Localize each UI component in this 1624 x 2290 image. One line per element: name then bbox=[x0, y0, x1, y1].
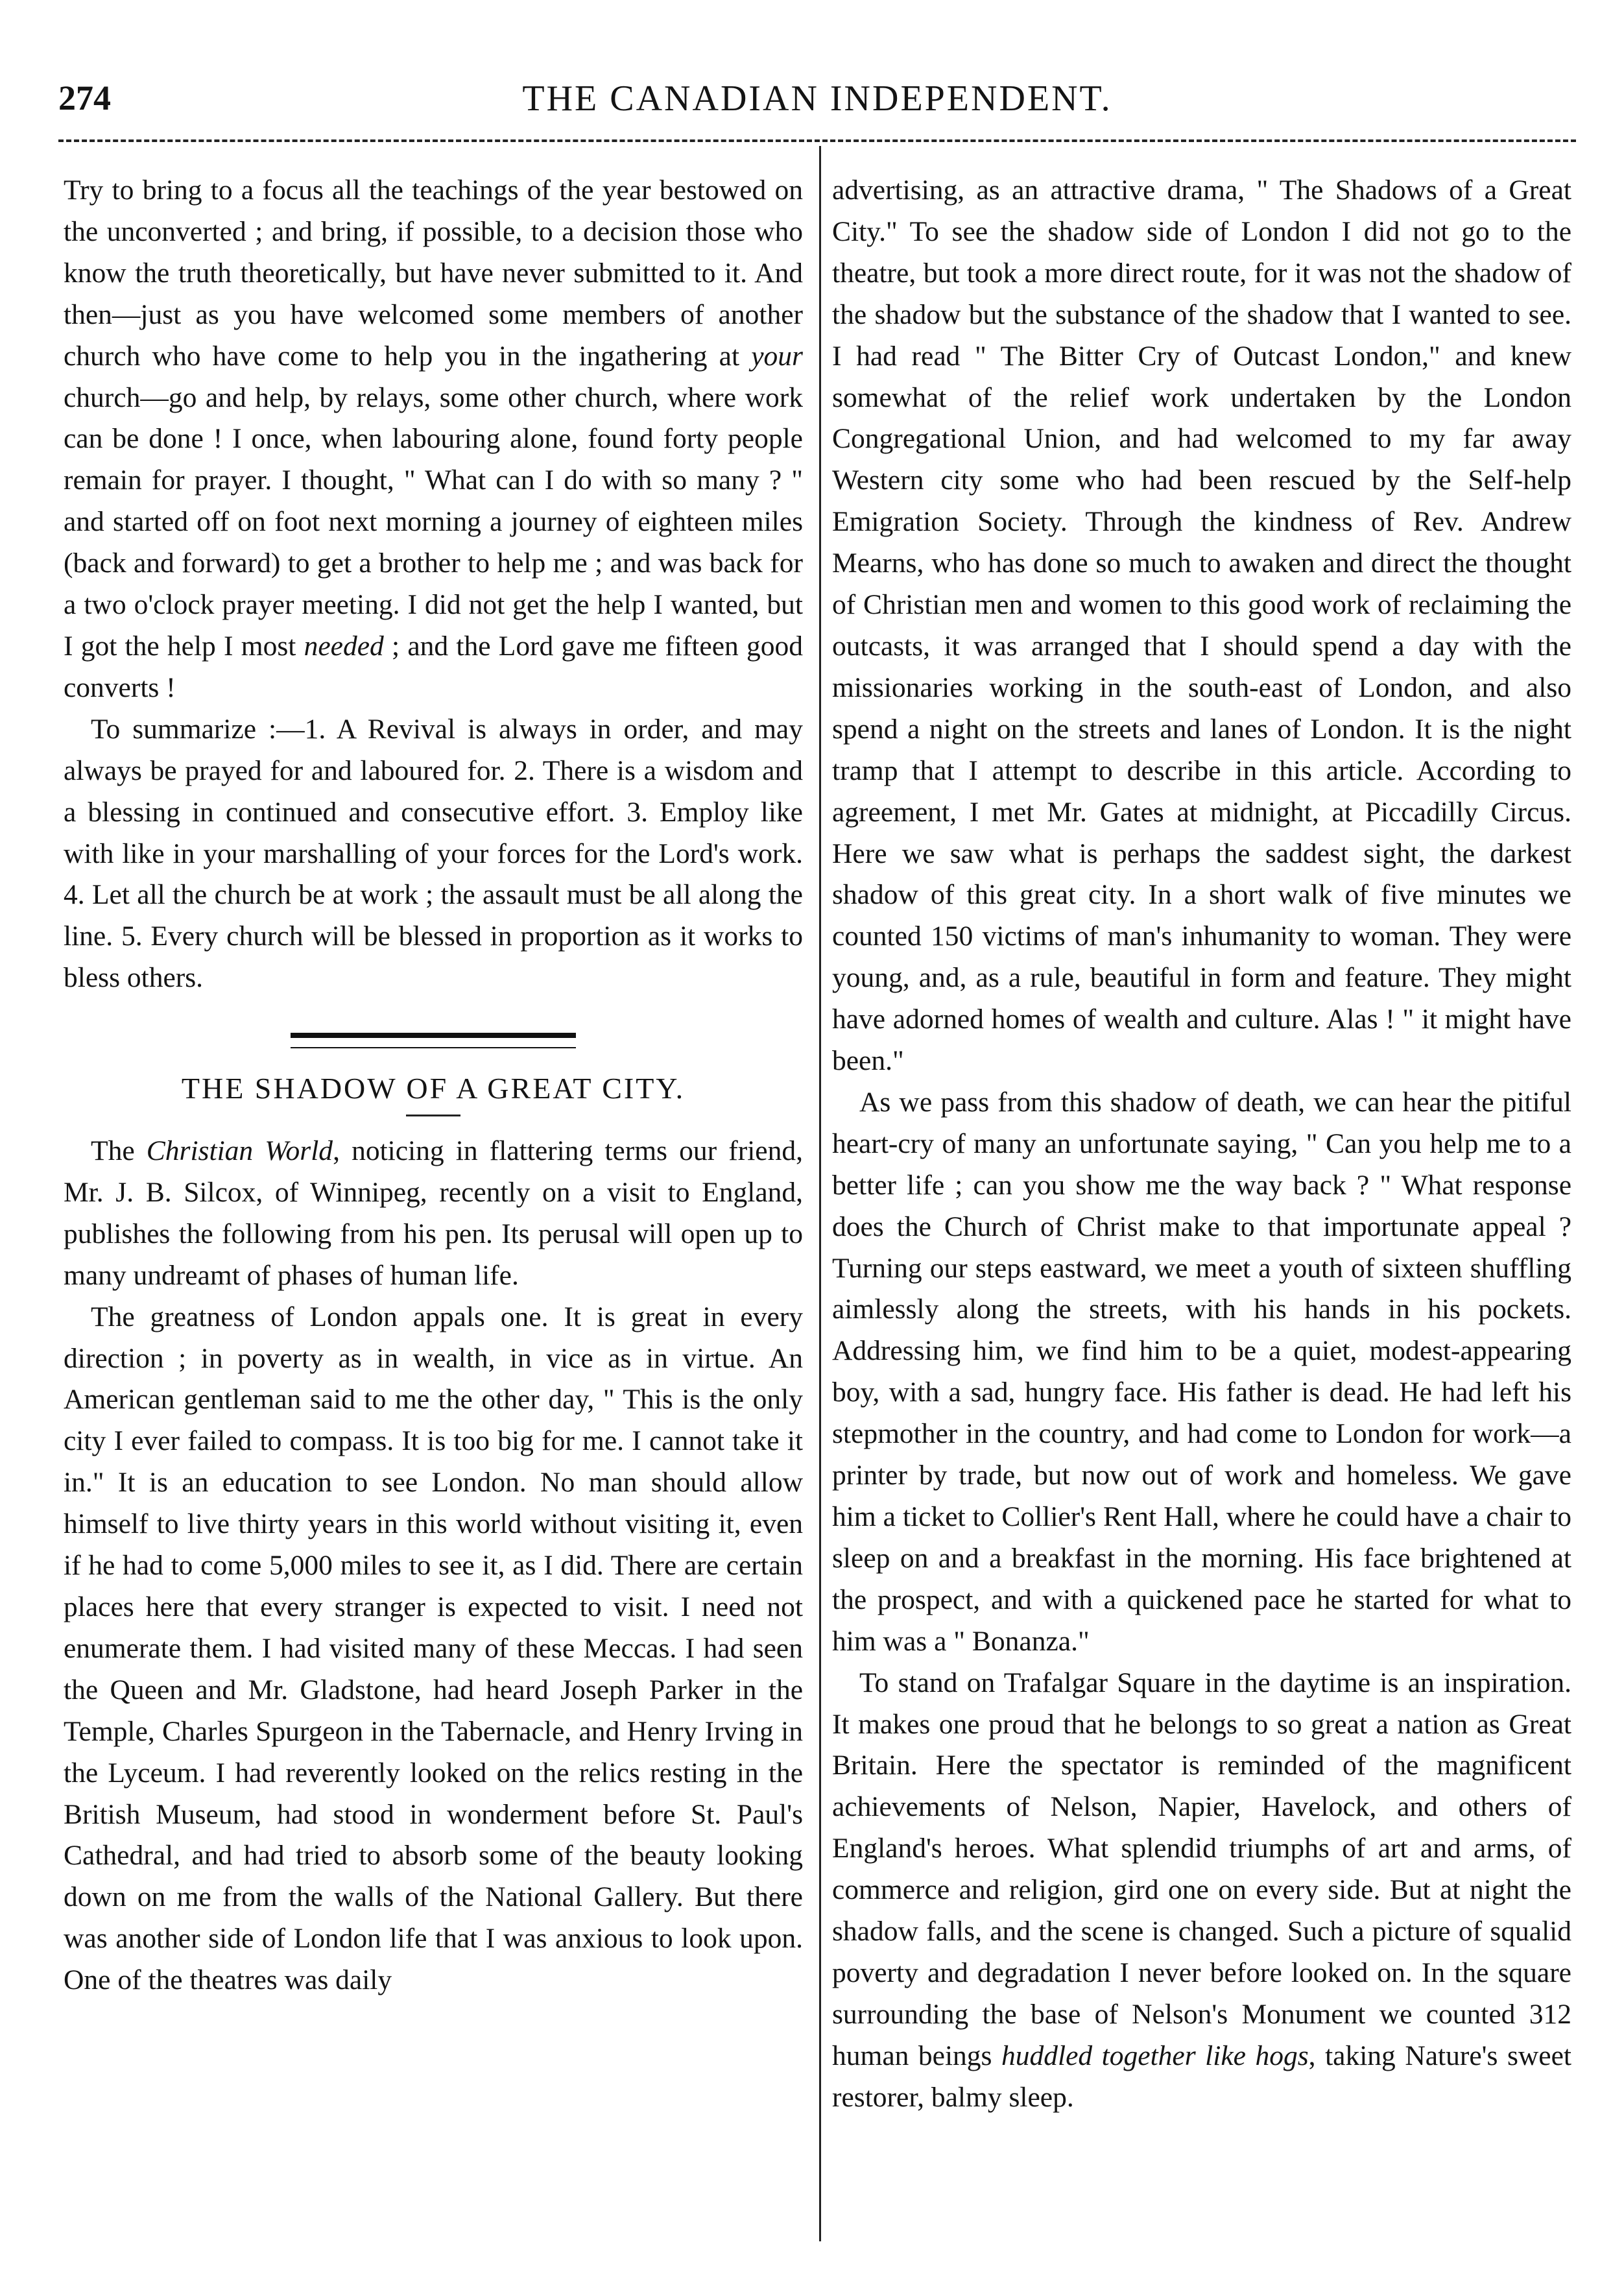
page-number: 274 bbox=[58, 78, 111, 117]
title-rule bbox=[406, 1115, 460, 1116]
page-header bbox=[58, 78, 1576, 136]
paragraph-greatness-of-london: The greatness of London appals one. It is great in every direction ; in poverty as in wealth, in vice as in virtue. An American gentleman said to me the other day, " This is the only city I ever failed to compass. It is too big for me. I cannot take it in." It is an education to see London. No man should allow himself to live thirty years in this world without visiting it, even if he had to come 5,000 miles to see it, as I did. There are certain places here that every stranger is expected to visit. I need not enumerate them. I had visited many of these Meccas. I had seen the Queen and Mr. Gladstone, had heard Joseph Parker in the Temple, Charles Spurgeon in the Tabernacle, and Henry Irving in the Lyceum. I had reverently looked on the relics resting in the British Museum, had stood in wonderment before St. Paul's Cathedral, and had tried to absorb some of the beauty looking down on me from the walls of the National Gallery. But there was another side of London life that I was anxious to look upon. One of the theatres was daily bbox=[64, 1301, 803, 1996]
left-column bbox=[64, 170, 803, 2001]
paragraph-intro: The Christian World, noticing in flattering terms our friend, Mr. J. B. Silcox, of Winnipeg, recently on a visit to England, publishes the following from his pen. Its perusal will open up to many undreamt of phases of human life. bbox=[64, 1135, 803, 1291]
journal-title: THE CANADIAN INDEPENDENT. bbox=[522, 78, 1112, 119]
paragraph-revival-advice: Try to bring to a focus all the teachings of the year bestowed on the unconverted ; and bring, if possible, to a decision those who know the truth theoretically, but have never submitted to it. And then—just as you have welcomed some members of another church who have come to help you in the ingathering at your church—go and help, by relays, some other church, where work can be done ! I once, when labouring alone, found forty people remain for prayer. I thought, " What can I do with so many ? " and started off on foot next morning a journey of eighteen miles (back and forward) to get a brother to help me ; and was back for a two o'clock prayer meeting. I did not get the help I wanted, but I got the help I most needed ; and the Lord gave me fifteen good converts ! bbox=[64, 175, 803, 703]
section-divider bbox=[291, 1033, 576, 1048]
paragraph-shadow-side: advertising, as an attractive drama, " The Shadows of a Great City." To see the shadow side of London I did not go to the theatre, but took a more direct route, for it was not the shadow of the shadow but the substance of the shadow that I wanted to see. I had read " The Bitter Cry of Outcast London," and knew somewhat of the relief work undertaken by the London Congregational Union, and had welcomed to my far away Western city some who had been rescued by the Self-help Emigration Society. Through the kindness of Rev. Andrew Mearns, who has done so much to awaken and direct the thought of Christian men and women to this good work of reclaiming the outcasts, it was arranged that I should spend a day with the missionaries working in the south-east of London, and also spend a night on the streets and lanes of London. It is the night tramp that I attempt to describe in this article. According to agreement, I met Mr. Gates at midnight, at Piccadilly Circus. Here we saw what is perhaps the saddest sight, the darkest shadow of this great city. In a short walk of five minutes we counted 150 victims of man's inhumanity to woman. They were young, and, as a rule, beautiful in form and feature. They might have adorned homes of wealth and culture. Alas ! " it might have been." bbox=[832, 175, 1571, 1077]
emphasis-huddled: huddled together like hogs bbox=[1001, 2040, 1309, 2071]
emphasis-your: your bbox=[751, 340, 803, 372]
paragraph-summary: To summarize :—1. A Revival is always in order, and may always be prayed for and laboured for. 2. There is a wisdom and a blessing in continued and consecutive effort. 3. Employ like with like in your marshalling of your forces for the Lord's work. 4. Let all the church be at work ; the assault must be all along the line. 5. Every church will be blessed in proportion as it works to bless others. bbox=[64, 713, 803, 994]
article-title: THE SHADOW OF A GREAT CITY. bbox=[181, 1072, 686, 1105]
paragraph-trafalgar-square: To stand on Trafalgar Square in the daytime is an inspiration. It makes one proud that he belongs to so great a nation as Great Britain. Here the spectator is reminded of the magnificent achievements of Nelson, Napier, Havelock, and others of England's heroes. What splendid triumphs of art and arms, of commerce and religion, gird one on every side. But at night the shadow falls, and the scene is changed. Such a picture of squalid poverty and degradation I never before looked on. In the square surrounding the base of Nelson's Monument we counted 312 human beings huddled together like hogs, taking Nature's sweet restorer, balmy sleep. bbox=[832, 1667, 1572, 2113]
column-divider bbox=[819, 146, 821, 2241]
header-rule bbox=[58, 139, 1576, 142]
emphasis-needed: needed bbox=[304, 630, 384, 662]
paragraph-heart-cry: As we pass from this shadow of death, we can hear the pitiful heart-cry of many an unfortunate saying, " Can you help me to a better life ; can you show me the way back ? " What response does the Church of Christ make to that importunate appeal ? Turning our steps eastward, we meet a youth of sixteen shuffling aimlessly along the streets, with his hands in his pockets. Addressing him, we find him to be a quiet, modest-appearing boy, with a sad, hungry face. His father is dead. He had left his stepmother in the country, and had come to London for work—a printer by trade, but now out of work and homeless. We gave him a ticket to Collier's Rent Hall, where he could have a chair to sleep on and a breakfast in the morning. His face brightened at the prospect, and with a quickened pace he started for what to him was a " Bonanza." bbox=[832, 1086, 1571, 1657]
right-column bbox=[832, 170, 1571, 2119]
emphasis-christian-world: Christian World bbox=[146, 1135, 333, 1167]
